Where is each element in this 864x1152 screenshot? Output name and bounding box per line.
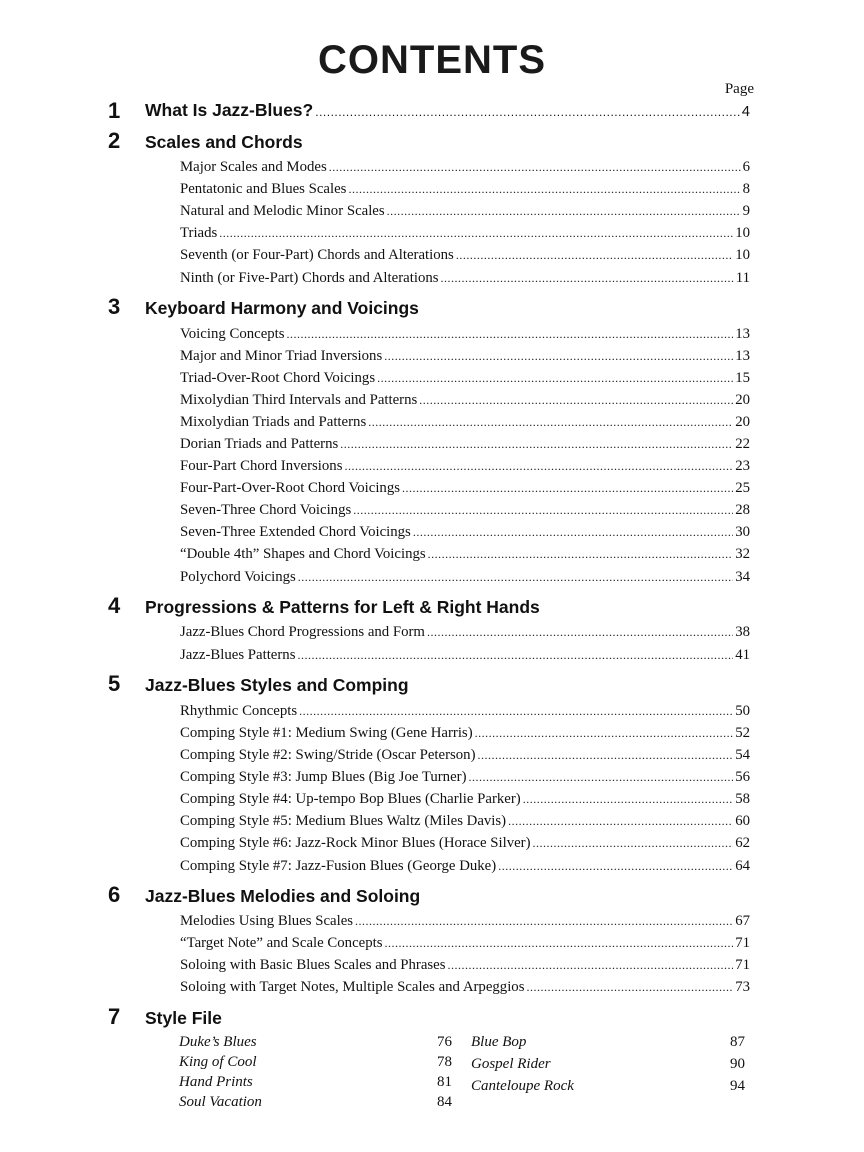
toc-entry[interactable] <box>180 955 750 975</box>
chapter-number: 4 <box>108 593 121 618</box>
toc-entry[interactable] <box>180 478 750 498</box>
chapter-title: Jazz-Blues Melodies and Soloing <box>145 886 421 906</box>
page-column-label: Page <box>724 81 754 97</box>
chapter-3 <box>108 295 754 325</box>
dot-leader <box>368 412 733 432</box>
entry-page: 25 <box>735 480 750 496</box>
entry-title: Polychord Voicings <box>180 569 296 585</box>
style-file-page: 87 <box>730 1034 745 1050</box>
entry-title: Pentatonic and Blues Scales <box>180 181 347 197</box>
chapter-number: 2 <box>108 128 121 153</box>
toc-entry[interactable] <box>180 456 750 476</box>
dot-leader <box>402 478 733 498</box>
dot-leader <box>427 622 733 642</box>
entry-title: Natural and Melodic Minor Scales <box>180 203 385 219</box>
entry-page: 64 <box>735 858 750 874</box>
toc-entry[interactable] <box>180 567 750 587</box>
dot-leader <box>344 456 733 476</box>
entry-page: 20 <box>735 392 750 408</box>
page-title: CONTENTS <box>318 38 546 82</box>
entry-title: Major and Minor Triad Inversions <box>180 348 383 364</box>
toc-entry[interactable] <box>180 933 750 953</box>
toc-entry[interactable] <box>180 346 750 366</box>
entry-page: 23 <box>735 458 750 474</box>
entry-page: 41 <box>735 647 750 663</box>
dot-leader <box>340 434 733 454</box>
chapter-6 <box>108 883 754 913</box>
dot-leader <box>219 223 733 243</box>
chapter-title: Keyboard Harmony and Voicings <box>145 298 419 318</box>
toc-entry[interactable] <box>180 701 750 721</box>
entry-page: 71 <box>735 957 750 973</box>
style-file-entry[interactable]: Canteloupe Rock <box>471 1078 574 1094</box>
entry-page: 54 <box>735 747 750 763</box>
toc-entry[interactable] <box>180 977 750 997</box>
dot-leader <box>384 346 733 366</box>
entry-title: Comping Style #4: Up-tempo Bop Blues (Charlie Parker) <box>180 791 521 807</box>
entry-page: 20 <box>735 414 750 430</box>
entry-title: Major Scales and Modes <box>180 159 327 175</box>
toc-entry[interactable] <box>180 767 750 787</box>
chapter-number: 6 <box>108 882 121 907</box>
chapter-4 <box>108 594 754 624</box>
toc-entry[interactable] <box>180 412 750 432</box>
toc-entry[interactable] <box>180 856 750 876</box>
entry-page: 71 <box>735 935 750 951</box>
chapter-title: Scales and Chords <box>145 132 303 152</box>
entry-title: Voicing Concepts <box>180 326 285 342</box>
dot-leader <box>413 522 733 542</box>
entry-page: 38 <box>735 624 750 640</box>
dot-leader <box>448 955 734 975</box>
dot-leader <box>419 390 733 410</box>
entry-title: What Is Jazz-Blues? <box>145 100 314 120</box>
entry-title: Jazz-Blues Patterns <box>180 647 296 663</box>
toc-entry[interactable] <box>180 789 750 809</box>
entry-title: Soloing with Basic Blues Scales and Phrases <box>180 957 446 973</box>
entry-title: Soloing with Target Notes, Multiple Scales and Arpeggios <box>180 979 525 995</box>
dot-leader <box>523 789 734 809</box>
toc-entry[interactable] <box>180 833 750 853</box>
style-file-page: 90 <box>730 1056 745 1072</box>
entry-title: Melodies Using Blues Scales <box>180 913 354 929</box>
entry-title: Comping Style #5: Medium Blues Waltz (Miles Davis) <box>180 813 507 829</box>
entry-title: “Double 4th” Shapes and Chord Voicings <box>180 546 426 562</box>
entry-page: 32 <box>735 546 750 562</box>
entry-title: Ninth (or Five-Part) Chords and Alterations <box>180 270 439 286</box>
dot-leader <box>533 833 734 853</box>
toc-entry[interactable] <box>180 500 750 520</box>
entry-title: Seventh (or Four-Part) Chords and Alterations <box>180 247 454 263</box>
entry-title: Rhythmic Concepts <box>180 703 298 719</box>
toc-entry[interactable] <box>180 179 750 199</box>
chapter-number: 1 <box>108 98 121 123</box>
dot-leader <box>498 856 733 876</box>
dot-leader <box>355 911 733 931</box>
chapter-title: Progressions & Patterns for Left & Right Hands <box>145 597 540 617</box>
entry-page: 15 <box>735 370 750 386</box>
toc-entry[interactable] <box>180 723 750 743</box>
dot-leader <box>428 544 734 564</box>
toc-entry[interactable] <box>180 434 750 454</box>
entry-title: Mixolydian Third Intervals and Patterns <box>180 392 418 408</box>
entry-page: 60 <box>735 813 750 829</box>
entry-title: Comping Style #7: Jazz-Fusion Blues (George Duke) <box>180 858 497 874</box>
chapter-number: 3 <box>108 294 121 319</box>
entry-title: Seven-Three Chord Voicings <box>180 502 352 518</box>
toc-entry[interactable] <box>180 522 750 542</box>
entry-page: 67 <box>735 913 750 929</box>
entry-page: 10 <box>735 247 750 263</box>
style-file-page: 81 <box>437 1074 452 1090</box>
style-file-entry[interactable]: King of Cool <box>179 1054 257 1070</box>
toc-entry[interactable] <box>180 544 750 564</box>
toc-entry[interactable] <box>180 745 750 765</box>
toc-entry[interactable] <box>180 324 750 344</box>
chapter-title: Style File <box>145 1008 222 1028</box>
chapter-2 <box>108 129 754 159</box>
chapter-7 <box>108 1005 754 1035</box>
dot-leader <box>441 268 734 288</box>
toc-entry-chapter-1[interactable] <box>145 100 750 120</box>
style-file-entry[interactable]: Hand Prints <box>179 1074 253 1090</box>
dot-leader <box>377 368 733 388</box>
dot-leader <box>298 567 733 587</box>
toc-entry[interactable] <box>180 157 750 177</box>
entry-page: 9 <box>742 203 750 219</box>
style-file-entry[interactable]: Blue Bop <box>471 1034 527 1050</box>
chapter-5 <box>108 672 754 702</box>
dot-leader <box>348 179 740 199</box>
entry-page: 11 <box>735 270 750 286</box>
entry-page: 6 <box>742 159 750 175</box>
entry-page: 52 <box>735 725 750 741</box>
dot-leader <box>469 767 734 787</box>
toc-entry[interactable] <box>180 390 750 410</box>
entry-title: Comping Style #6: Jazz-Rock Minor Blues (Horace Silver) <box>180 835 531 851</box>
toc-entry[interactable] <box>180 645 750 665</box>
entry-title: Four-Part Chord Inversions <box>180 458 343 474</box>
entry-page: 4 <box>741 104 750 120</box>
entry-page: 8 <box>742 181 750 197</box>
toc-entry[interactable] <box>180 622 750 642</box>
dot-leader <box>478 745 734 765</box>
chapter-title: Jazz-Blues Styles and Comping <box>145 675 409 695</box>
entry-page: 13 <box>735 348 750 364</box>
style-file-page: 94 <box>730 1078 745 1094</box>
entry-title: Four-Part-Over-Root Chord Voicings <box>180 480 400 496</box>
entry-page: 56 <box>735 769 750 785</box>
entry-page: 22 <box>735 436 750 452</box>
entry-title: Mixolydian Triads and Patterns <box>180 414 367 430</box>
dot-leader <box>329 157 741 177</box>
entry-title: “Target Note” and Scale Concepts <box>180 935 383 951</box>
style-file-page: 76 <box>437 1034 452 1050</box>
dot-leader <box>315 102 740 122</box>
toc-entry[interactable] <box>180 811 750 831</box>
entry-title: Comping Style #3: Jump Blues (Big Joe Turner) <box>180 769 467 785</box>
entry-page: 62 <box>735 835 750 851</box>
entry-page: 34 <box>735 569 750 585</box>
entry-page: 50 <box>735 703 750 719</box>
style-file-entry[interactable]: Duke’s Blues <box>179 1034 257 1050</box>
entry-page: 13 <box>735 326 750 342</box>
entry-page: 73 <box>735 979 750 995</box>
entry-page: 58 <box>735 791 750 807</box>
entry-title: Dorian Triads and Patterns <box>180 436 339 452</box>
chapter-number: 7 <box>108 1004 121 1029</box>
entry-title: Comping Style #1: Medium Swing (Gene Harris) <box>180 725 473 741</box>
toc-entry[interactable] <box>180 268 750 288</box>
dot-leader <box>387 201 741 221</box>
entry-title: Jazz-Blues Chord Progressions and Form <box>180 624 425 640</box>
toc-entry[interactable] <box>180 911 750 931</box>
toc-entry[interactable] <box>180 245 750 265</box>
entry-page: 10 <box>735 225 750 241</box>
entry-page: 30 <box>735 524 750 540</box>
style-file-page: 78 <box>437 1054 452 1070</box>
entry-title: Comping Style #2: Swing/Stride (Oscar Peterson) <box>180 747 476 763</box>
entry-title: Seven-Three Extended Chord Voicings <box>180 524 411 540</box>
chapter-number: 5 <box>108 671 121 696</box>
dot-leader <box>384 933 733 953</box>
dot-leader <box>287 324 734 344</box>
style-file-entry[interactable]: Gospel Rider <box>471 1056 551 1072</box>
style-file-page: 84 <box>437 1094 452 1110</box>
dot-leader <box>508 811 733 831</box>
entry-title: Triads <box>180 225 218 241</box>
dot-leader <box>526 977 733 997</box>
toc-entry[interactable] <box>180 201 750 221</box>
dot-leader <box>297 645 733 665</box>
dot-leader <box>353 500 733 520</box>
dot-leader <box>456 245 733 265</box>
entry-page: 28 <box>735 502 750 518</box>
style-file-entry[interactable]: Soul Vacation <box>179 1094 262 1110</box>
dot-leader <box>299 701 733 721</box>
toc-entry[interactable] <box>180 223 750 243</box>
dot-leader <box>475 723 734 743</box>
toc-entry[interactable] <box>180 368 750 388</box>
entry-title: Triad-Over-Root Chord Voicings <box>180 370 376 386</box>
